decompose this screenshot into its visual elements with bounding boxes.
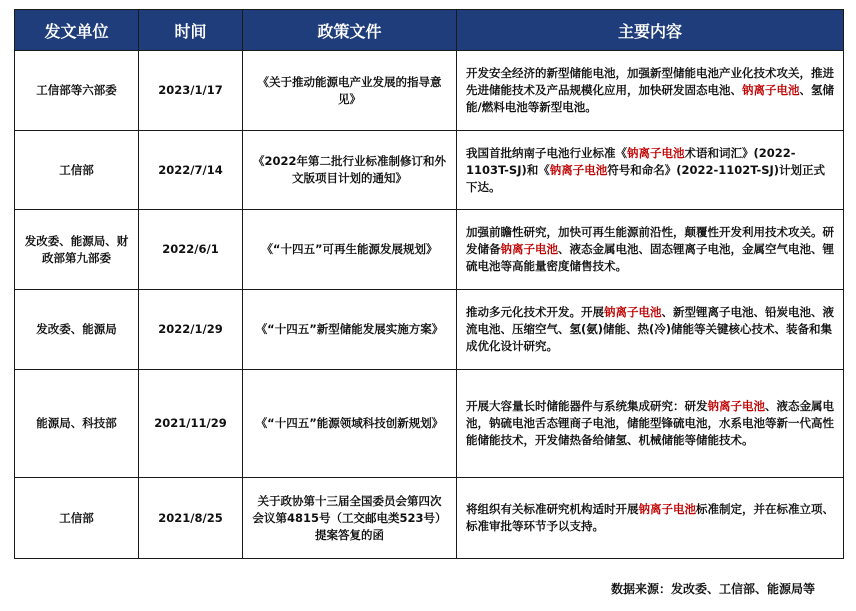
date-cell: 2022/7/14 bbox=[139, 131, 243, 210]
content-text: 加强前瞻性研究，加快可再生能源前沿性，颠覆性开发利用技术攻关。研发储备 bbox=[466, 225, 834, 256]
highlight-term: 钠离子电池 bbox=[604, 305, 662, 319]
date-cell: 2021/11/29 bbox=[139, 370, 243, 478]
content-text: 、氢储能/燃料电池等新型电池。 bbox=[466, 83, 834, 114]
table-row bbox=[15, 478, 844, 559]
table-row bbox=[15, 131, 844, 210]
highlight-term: 钠离子电池 bbox=[742, 83, 800, 97]
date-cell: 2021/8/25 bbox=[139, 478, 243, 559]
table-header-row bbox=[15, 10, 844, 51]
highlight-term: 钠离子电池 bbox=[638, 502, 696, 516]
date-cell: 2022/6/1 bbox=[139, 210, 243, 290]
issuer-cell: 发改委、能源局 bbox=[15, 290, 139, 370]
content-text: 开展大容量长时储能器件与系统集成研究：研发 bbox=[466, 399, 708, 413]
content-text: 推动多元化技术开发。开展 bbox=[466, 305, 604, 319]
document-cell: 《“十四五”能源领域科技创新规划》 bbox=[243, 370, 457, 478]
document-cell: 《关于推动能源电产业发展的指导意见》 bbox=[243, 51, 457, 131]
content-text: 、液态金属电池、固态锂离子电池，金属空气电池、锂硫电池等高能量密度储售技术。 bbox=[466, 242, 834, 273]
document-cell: 关于政协第十三届全国委员会第四次会议第4815号（工交邮电类523号）提案答复的函 bbox=[243, 478, 457, 559]
highlight-term: 钠离子电池 bbox=[549, 162, 608, 177]
issuer-cell: 能源局、科技部 bbox=[15, 370, 139, 478]
content-cell bbox=[457, 131, 844, 210]
data-source-note: 数据来源：发改委、工信部、能源局等 bbox=[610, 582, 815, 596]
issuer-cell: 工信部 bbox=[15, 131, 139, 210]
header-document: 政策文件 bbox=[243, 10, 457, 51]
content-text: 、新型锂离子电池、铅炭电池、液流电池、压缩空气、氢(氨)储能、热(冷)储能等关键核心技术、装备和集成优化设计研究。 bbox=[466, 305, 834, 353]
date-cell: 2022/1/29 bbox=[139, 290, 243, 370]
document-cell: 《2022年第二批行业标准制修订和外文版项目计划的通知》 bbox=[243, 131, 457, 210]
content-text: 、液态金属电池，钠硫电池舌态锂商子电池，储能型锋硫电池，水系电池等新一代高性能储能技术，开发储热备给储氢、机械储能等储能技术。 bbox=[466, 399, 834, 447]
header-content: 主要内容 bbox=[457, 10, 844, 51]
issuer-cell: 工信部等六部委 bbox=[15, 51, 139, 131]
header-date: 时间 bbox=[139, 10, 243, 51]
issuer-cell: 发改委、能源局、财政部第九部委 bbox=[15, 210, 139, 290]
content-cell bbox=[457, 370, 844, 478]
content-cell bbox=[457, 290, 844, 370]
content-text: 符号和命名》(2022-1102T-SJ)计划正式下达。 bbox=[466, 162, 826, 194]
policy-table bbox=[14, 9, 844, 559]
highlight-term: 钠离子电池 bbox=[500, 242, 558, 256]
table-row bbox=[15, 210, 844, 290]
content-cell bbox=[457, 210, 844, 290]
date-cell: 2023/1/17 bbox=[139, 51, 243, 131]
document-cell: 《“十四五”可再生能源发展规划》 bbox=[243, 210, 457, 290]
header-issuer: 发文单位 bbox=[15, 10, 139, 51]
content-text: 将组织有关标准研究机构适时开展 bbox=[466, 502, 639, 516]
content-text: 标准制定，并在标准立项、标准审批等环节予以支持。 bbox=[466, 502, 834, 533]
table-row bbox=[15, 370, 844, 478]
table-row bbox=[15, 290, 844, 370]
table-row bbox=[15, 51, 844, 131]
content-cell bbox=[457, 51, 844, 131]
content-text: 术语和词汇》(2022-1103T-SJ)和《 bbox=[466, 145, 796, 177]
highlight-term: 钠离子电池 bbox=[707, 399, 765, 413]
content-cell bbox=[457, 478, 844, 559]
issuer-cell: 工信部 bbox=[15, 478, 139, 559]
highlight-term: 钠离子电池 bbox=[627, 145, 685, 160]
content-text: 我国首批纳南子电池行业标准《 bbox=[466, 145, 627, 160]
document-cell: 《“十四五”新型储能发展实施方案》 bbox=[243, 290, 457, 370]
content-text: 开发安全经济的新型储能电池，加强新型储能电池产业化技术攻关，推进先进储能技术及产品规模化应用，加快研发固态电池、 bbox=[466, 66, 834, 97]
